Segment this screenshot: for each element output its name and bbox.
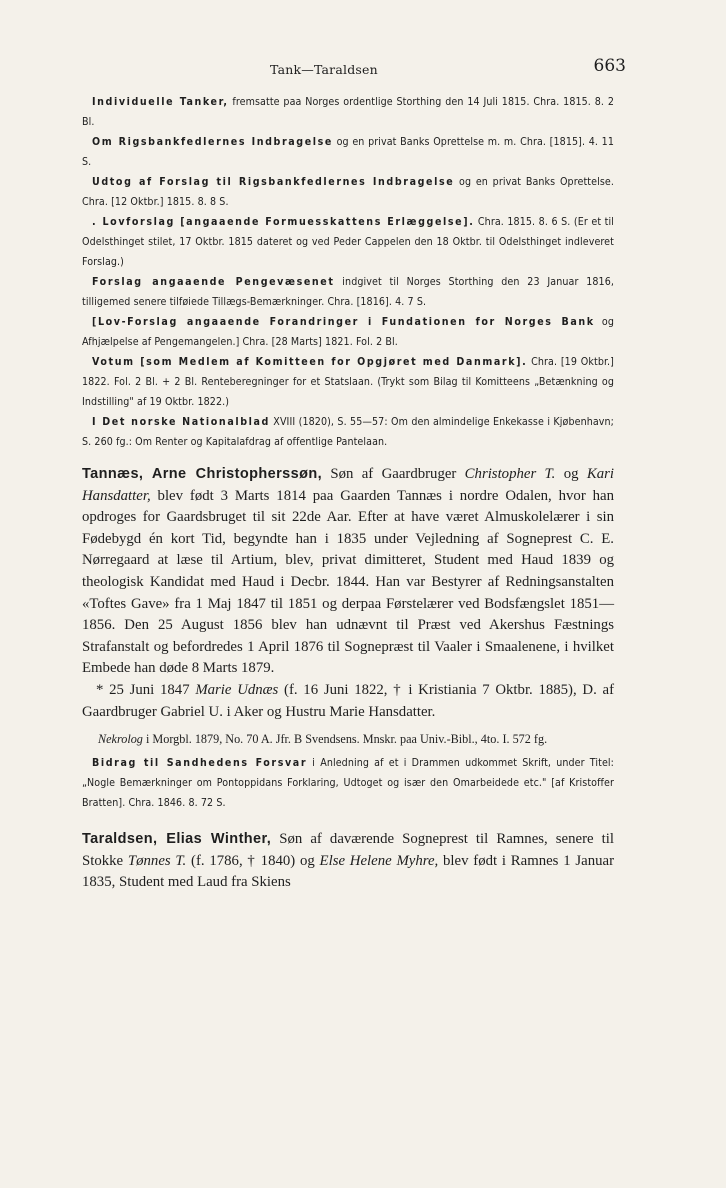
running-head: Tank—Taraldsen <box>270 62 378 77</box>
bib-entry: [Lov-Forslag angaaende Forandringer i Fundationen for Norges Bank og Afhjælpelse af Pengemangelen.] Chra. [28 Marts] 1821. Fol. 2 Bl. <box>82 316 614 348</box>
biography-text: Taraldsen, Elias Winther, Søn af daværende Sogneprest til Ramnes, senere til Stokke Tønnes T. (f. 1786, † 1840) og Else Helene Myhre, blev født i Ramnes 1 Januar 1835, Student med Laud fra Skiens <box>82 831 615 891</box>
person-name: Else Helene Myhre, <box>319 852 439 869</box>
person-name: Tønnes T. <box>127 852 187 869</box>
marriage-text: * 25 Juni 1847 Marie Udnæs (f. 16 Juni 1822, † i Kristiania 7 Oktbr. 1885), D. af Gaardbruger Gabriel U. i Aker og Hustru Marie Hansdatter. <box>82 681 614 720</box>
page-body <box>82 92 614 894</box>
bib-entry: Om Rigsbankfedlernes Indbragelse og en privat Banks Oprettelse m. m. Chra. [1815]. 4. 11 S. <box>82 136 614 168</box>
person-name: Christopher T. <box>464 466 556 482</box>
person-name: Kari Hansdatter, <box>82 466 614 504</box>
entry-name: Tannæs, Arne Christopherssøn, <box>82 466 323 482</box>
person-name: Marie Udnæs <box>195 681 279 698</box>
page-header <box>80 58 626 82</box>
bib-entry: Forslag angaaende Pengevæsenet indgivet til Norges Storthing den 23 Januar 1816, tilligemed senere tilføiede Tillægs-Bemærkninger. Chra. [1816]. 4. 7 S. <box>82 276 614 308</box>
obituary-reference: Nekrolog i Morgbl. 1879, No. 70 A. Jfr. B Svendsens. Mnskr. paa Univ.-Bibl., 4to. I. 572 fg. <box>98 732 548 747</box>
page-number: 663 <box>593 56 626 76</box>
bib-entry: Individuelle Tanker, fremsatte paa Norges ordentlige Storthing den 14 Juli 1815. Chra. 1815. 8. 2 Bl. <box>82 96 614 128</box>
bib-entry: Votum [som Medlem af Komitteen for Opgjøret med Danmark]. Chra. [19 Oktbr.] 1822. Fol. 2 Bl. + 2 Bl. Renteberegninger for et Statslaan. (Trykt som Bilag til Komitteens „Betænkning og Indstilling" af 19 Oktbr. 1822.) <box>82 356 614 408</box>
biography-text: Tannæs, Arne Christopherssøn, Søn af Gaardbruger Christopher T. og Kari Hansdatter, blev født 3 Marts 1814 paa Gaarden Tannæs i nordre Odalen, hvor han opdroges for Gaardsbruget til sit 22de Aar. Efter at have været Almuskolelærer i sin Fødebygd én kort Tid, begyndte han i 1835 under Vejledning af Sogneprest C. E. Nørregaard at læse til Artium, blev, privat dimitteret, Student med Haud 1839 og theologisk Kandidat med Haud i Decbr. 1844. Han var Bestyrer af Redningsanstalten «Toftes Gave» fra 1 Maj 1847 til 1851 og derpaa Førstelærer ved Bodsfængslet 1851—1856. Den 25 August 1856 blev han udnævnt til Præst ved Akershus Fæstnings Strafanstalt og befordredes 1 April 1876 til Sognepræst til Vaaler i Smaalenene, i hvilket Embede han døde 8 Marts 1879. <box>82 466 614 677</box>
bib-entry: . Lovforslag [angaaende Formuesskattens Erlæggelse]. Chra. 1815. 8. 6 S. (Er et til Odelsthinget stilet, 17 Oktbr. 1815 dateret og ved Peder Cappelen den 18 Oktbr. til Odelsthinget indleveret Forslag.) <box>82 216 614 268</box>
bib-entry: Bidrag til Sandhedens Forsvar i Anledning af et i Drammen udkommet Skrift, under Titel: „Nogle Bemærkninger om Pontoppidans Forklaring, Udtoget og især den Omarbeidede etc." [af Kristoffer Bratten]. Chra. 1846. 8. 72 S. <box>82 757 614 810</box>
entry-name: Taraldsen, Elias Winther, <box>82 831 272 848</box>
bib-entry: I Det norske Nationalblad XVIII (1820), S. 55—57: Om den almindelige Enkekasse i Kjøbenhavn; S. 260 fg.: Om Renter og Kapitalafdrag af offentlige Pantelaan. <box>82 416 614 448</box>
biography-taraldsen <box>82 829 614 894</box>
bib-entry: Udtog af Forslag til Rigsbankfedlernes Indbragelse og en privat Banks Oprettelse. Chra. [12 Oktbr.] 1815. 8. 8 S. <box>82 176 614 208</box>
biography-tannaes <box>82 464 614 813</box>
